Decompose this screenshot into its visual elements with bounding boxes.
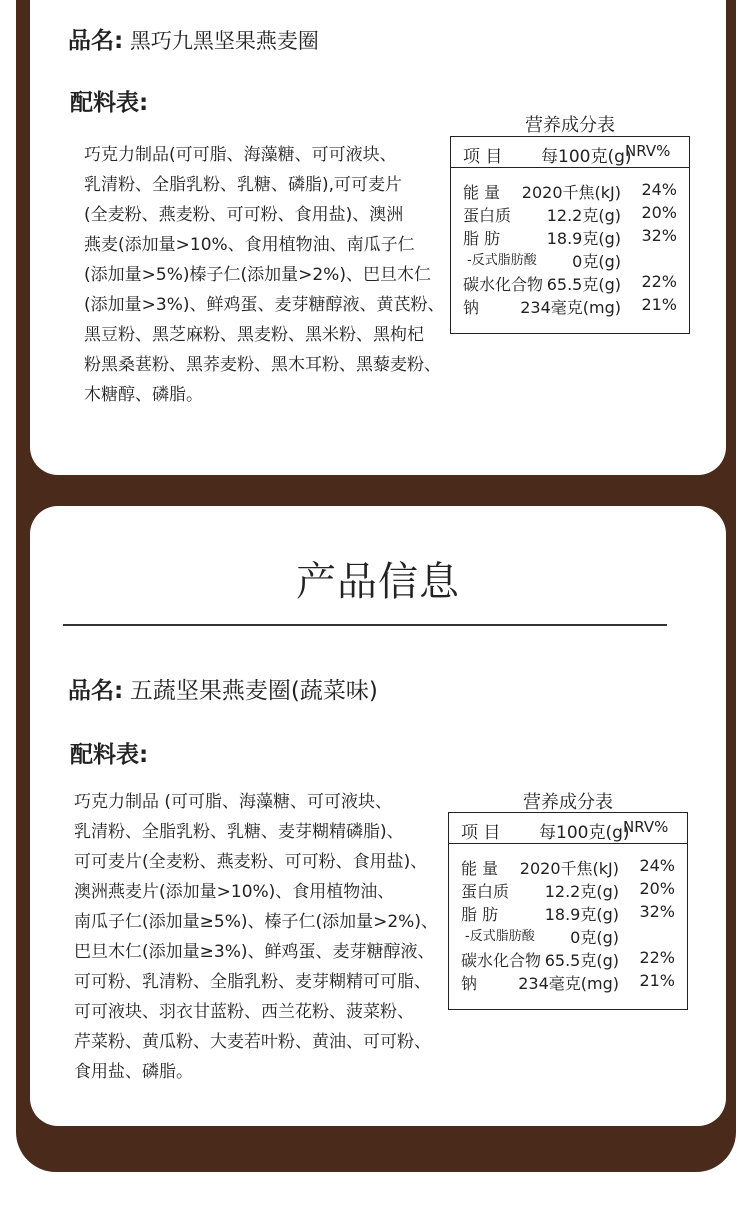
nutrition-title: 营养成分表: [525, 115, 615, 136]
ingredients-line: 乳清粉、全脂乳粉、乳糖、麦芽糊精磷脂)、: [74, 822, 404, 842]
nutrient-value: 12.2克(g): [544, 882, 619, 901]
ingredients-line: (添加量>5%)榛子仁(添加量>2%)、巴旦木仁: [84, 265, 431, 285]
ingredients-line: 乳清粉、全脂乳粉、乳糖、磷脂),可可麦片: [84, 175, 403, 195]
nutrient-value: 12.2克(g): [546, 206, 621, 225]
nutrient-value: 0克(g): [570, 928, 619, 947]
nutrition-spacer: [449, 844, 687, 854]
nutrient-value: 65.5克(g): [546, 275, 621, 294]
nutrition-header-row: [451, 137, 689, 168]
nutrient-name: 蛋白质: [461, 882, 510, 901]
ingredients-line: 芹菜粉、黄瓜粉、大麦若叶粉、黄油、可可粉、: [74, 1032, 431, 1052]
ingredients-line: 可可麦片(全麦粉、燕麦粉、可可粉、食用盐)、: [74, 852, 428, 872]
nutrient-value: 18.9克(g): [546, 229, 621, 248]
nutrient-name: 碳水化合物: [461, 951, 542, 970]
ingredients-line: 食用盐、磷脂。: [74, 1062, 193, 1082]
header-per-100g: 每100克(g): [541, 147, 632, 167]
ingredients-line: (全麦粉、燕麦粉、可可粉、食用盐)、澳洲: [84, 205, 404, 225]
nutrient-value: 2020千焦(kJ): [519, 859, 619, 878]
ingredients-label: 配料表:: [70, 742, 149, 768]
nutrient-nrv: 20%: [639, 879, 675, 898]
header-per-100g: 每100克(g): [539, 823, 630, 843]
nutrient-name: 能 量: [461, 859, 499, 878]
nutrition-header-row: [449, 813, 687, 844]
nutrition-row: [449, 877, 687, 900]
nutrition-row: [449, 854, 687, 877]
nutrient-name: -反式脂肪酸: [467, 253, 537, 268]
nutrient-name: 能 量: [463, 183, 501, 202]
nutrient-nrv: 32%: [639, 902, 675, 921]
nutrient-name: 钠: [463, 298, 480, 317]
nutrient-name: 脂 肪: [463, 229, 501, 248]
product-name-line: [68, 672, 378, 705]
product-card-1: [30, 0, 726, 475]
product-name-value: 黑巧九黑坚果燕麦圈: [129, 29, 319, 53]
ingredients-line: 巧克力制品 (可可脂、海藻糖、可可液块、: [74, 792, 393, 812]
section-divider: [63, 624, 667, 626]
nutrient-nrv: 21%: [639, 971, 675, 990]
nutrient-nrv: 22%: [639, 948, 675, 967]
ingredients-line: 南瓜子仁(添加量≥5%)、榛子仁(添加量>2%)、: [74, 912, 438, 932]
nutrition-spacer: [451, 168, 689, 178]
nutrient-value: 234毫克(mg): [520, 298, 621, 317]
header-nrv: NRV%: [625, 142, 671, 160]
product-card-2: [30, 506, 726, 1126]
nutrient-value: 0克(g): [572, 252, 621, 271]
nutrition-row: [451, 293, 689, 316]
header-item: 项 目: [461, 823, 501, 843]
nutrient-nrv: 22%: [641, 272, 677, 291]
product-name-label: 品名:: [68, 28, 124, 54]
product-name-value: 五蔬坚果燕麦圈(蔬菜味): [129, 678, 378, 704]
ingredients-line: 粉黑桑葚粉、黑荞麦粉、黑木耳粉、黑藜麦粉、: [84, 355, 441, 375]
nutrition-row: [449, 923, 687, 946]
nutrition-row: [451, 201, 689, 224]
nutrient-nrv: 24%: [639, 856, 675, 875]
ingredients-line: 可可粉、乳清粉、全脂乳粉、麦芽糊精可可脂、: [74, 972, 431, 992]
nutrient-name: -反式脂肪酸: [465, 929, 535, 944]
nutrition-row: [451, 178, 689, 201]
nutrient-nrv: 21%: [641, 295, 677, 314]
nutrition-row: [451, 247, 689, 270]
nutrient-value: 234毫克(mg): [518, 974, 619, 993]
nutrition-row: [449, 946, 687, 969]
nutrient-nrv: 32%: [641, 226, 677, 245]
section-title: 产品信息: [296, 559, 460, 605]
nutrition-table: [448, 812, 688, 1010]
ingredients-list: [84, 140, 444, 410]
nutrition-title: 营养成分表: [523, 792, 613, 813]
nutrition-row: [449, 900, 687, 923]
nutrient-value: 18.9克(g): [544, 905, 619, 924]
ingredients-line: 可可液块、羽衣甘蓝粉、西兰花粉、菠菜粉、: [74, 1002, 414, 1022]
ingredients-label: 配料表:: [70, 90, 149, 116]
ingredients-list: [74, 787, 438, 1087]
nutrient-name: 碳水化合物: [463, 275, 544, 294]
nutrition-row: [451, 270, 689, 293]
nutrient-name: 钠: [461, 974, 478, 993]
ingredients-line: 巧克力制品(可可脂、海藻糖、可可液块、: [84, 145, 397, 165]
ingredients-line: 澳洲燕麦片(添加量>10%)、食用植物油、: [74, 882, 395, 902]
nutrition-table: [450, 136, 690, 334]
nutrient-value: 65.5克(g): [544, 951, 619, 970]
ingredients-line: 巴旦木仁(添加量≥3%)、鲜鸡蛋、麦芽糖醇液、: [74, 942, 435, 962]
product-name-label: 品名:: [68, 678, 124, 704]
nutrition-row: [451, 224, 689, 247]
ingredients-line: (添加量>3%)、鲜鸡蛋、麦芽糖醇液、黄芪粉、: [84, 295, 445, 315]
header-item: 项 目: [463, 147, 503, 167]
nutrient-nrv: 20%: [641, 203, 677, 222]
product-name-line: [68, 22, 319, 55]
nutrient-value: 2020千焦(kJ): [521, 183, 621, 202]
ingredients-line: 木糖醇、磷脂。: [84, 385, 203, 405]
nutrition-row: [449, 969, 687, 992]
nutrient-name: 脂 肪: [461, 905, 499, 924]
header-nrv: NRV%: [623, 818, 669, 836]
ingredients-line: 黑豆粉、黑芝麻粉、黑麦粉、黑米粉、黑枸杞: [84, 325, 424, 345]
nutrient-name: 蛋白质: [463, 206, 512, 225]
ingredients-line: 燕麦(添加量>10%、食用植物油、南瓜子仁: [84, 235, 415, 255]
nutrient-nrv: 24%: [641, 180, 677, 199]
